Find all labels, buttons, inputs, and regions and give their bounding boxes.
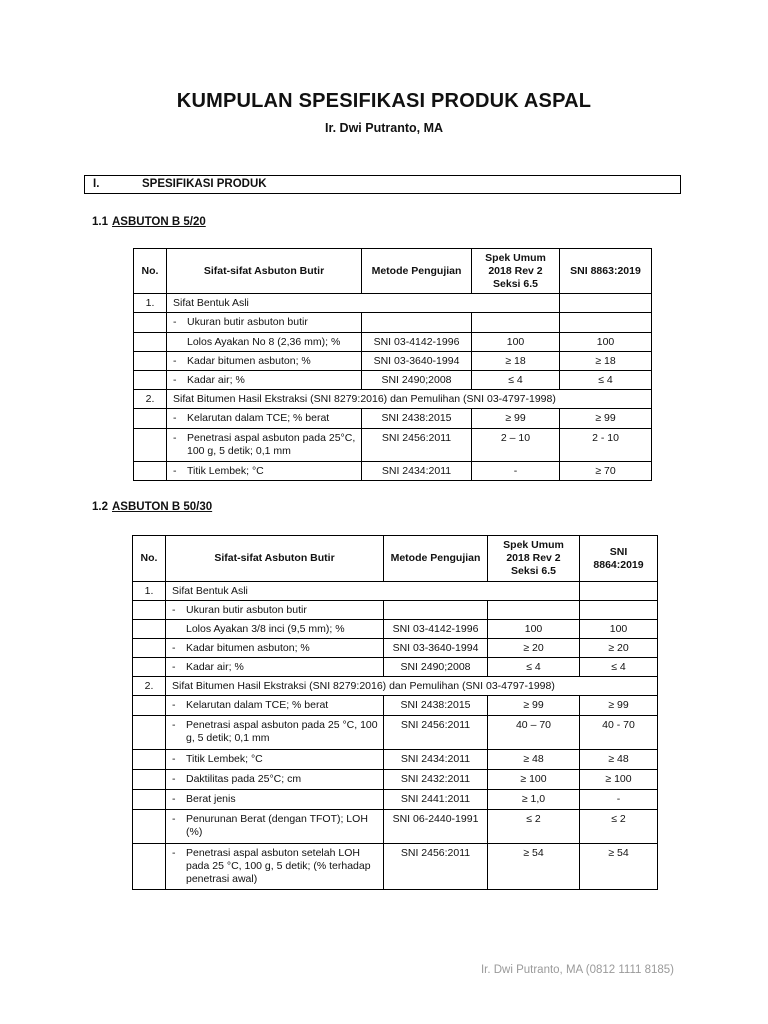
spec-table-asbuton-b-50-30 bbox=[132, 535, 658, 890]
property-cell: - Kadar bitumen asbuton; % bbox=[166, 639, 384, 658]
spek-cell: ≤ 4 bbox=[488, 658, 580, 677]
section-title: SPESIFIKASI PRODUK bbox=[142, 178, 267, 190]
sni-cell: ≤ 4 bbox=[560, 371, 652, 390]
property-cell: - Daktilitas pada 25°C; cm bbox=[166, 770, 384, 790]
method-cell: SNI 2490;2008 bbox=[384, 658, 488, 677]
property-cell: - Penetrasi aspal asbuton setelah LOH pada 25 °C, 100 g, 5 detik; (% terhadap penetrasi awal) bbox=[166, 844, 384, 890]
table-row bbox=[133, 620, 658, 639]
sni-cell: ≥ 100 bbox=[580, 770, 658, 790]
sni-cell: ≥ 20 bbox=[580, 639, 658, 658]
method-cell: SNI 2438:2015 bbox=[384, 696, 488, 716]
sni-cell: ≥ 48 bbox=[580, 750, 658, 770]
table-row bbox=[134, 313, 652, 333]
section-heading-box bbox=[84, 175, 681, 194]
footer-contact: Ir. Dwi Putranto, MA (0812 1111 8185) bbox=[480, 964, 674, 976]
table-row bbox=[134, 462, 652, 481]
group-row bbox=[134, 294, 652, 313]
property-cell: Lolos Ayakan No 8 (2,36 mm); % bbox=[167, 333, 362, 352]
spek-cell: 100 bbox=[472, 333, 560, 352]
table-row bbox=[134, 429, 652, 462]
sni-cell: ≥ 70 bbox=[560, 462, 652, 481]
sni-cell: ≥ 99 bbox=[580, 696, 658, 716]
spek-cell: ≥ 100 bbox=[488, 770, 580, 790]
section-number: I. bbox=[93, 178, 100, 190]
property-cell: - Titik Lembek; °C bbox=[167, 462, 362, 481]
method-cell: SNI 03-3640-1994 bbox=[362, 352, 472, 371]
sni-cell: ≥ 99 bbox=[560, 409, 652, 429]
header-method: Metode Pengujian bbox=[362, 249, 472, 294]
group-number: 2. bbox=[134, 390, 167, 409]
sni-cell: 100 bbox=[560, 333, 652, 352]
property-cell: - Kadar air; % bbox=[166, 658, 384, 677]
table-row bbox=[134, 371, 652, 390]
property-cell: - Kelarutan dalam TCE; % berat bbox=[167, 409, 362, 429]
method-cell: SNI 2490;2008 bbox=[362, 371, 472, 390]
document-title: KUMPULAN SPESIFIKASI PRODUK ASPAL bbox=[176, 90, 592, 112]
method-cell: SNI 2432:2011 bbox=[384, 770, 488, 790]
document-author: Ir. Dwi Putranto, MA bbox=[324, 121, 444, 135]
property-cell: - Titik Lembek; °C bbox=[166, 750, 384, 770]
empty-cell bbox=[560, 294, 652, 313]
header-property: Sifat-sifat Asbuton Butir bbox=[167, 249, 362, 294]
method-cell: SNI 2434:2011 bbox=[384, 750, 488, 770]
property-cell: - Kelarutan dalam TCE; % berat bbox=[166, 696, 384, 716]
spek-cell: 40 – 70 bbox=[488, 716, 580, 750]
group-title: Sifat Bentuk Asli bbox=[167, 294, 560, 313]
method-cell: SNI 2438:2015 bbox=[362, 409, 472, 429]
method-cell: SNI 2456:2011 bbox=[384, 844, 488, 890]
header-spek-umum: Spek Umum 2018 Rev 2 Seksi 6.5 bbox=[472, 249, 560, 294]
method-cell: SNI 06-2440-1991 bbox=[384, 810, 488, 844]
sni-cell: ≤ 2 bbox=[580, 810, 658, 844]
method-cell: SNI 2456:2011 bbox=[384, 716, 488, 750]
sni-cell: 100 bbox=[580, 620, 658, 639]
spek-cell: ≥ 99 bbox=[488, 696, 580, 716]
spek-cell: ≥ 18 bbox=[472, 352, 560, 371]
subsection-name: ASBUTON B 5/20 bbox=[112, 216, 206, 228]
property-cell: Lolos Ayakan 3/8 inci (9,5 mm); % bbox=[166, 620, 384, 639]
group-title: Sifat Bitumen Hasil Ekstraksi (SNI 8279:2016) dan Pemulihan (SNI 03-4797-1998) bbox=[167, 390, 652, 409]
table-row bbox=[134, 352, 652, 371]
header-no: No. bbox=[134, 249, 167, 294]
table-row bbox=[133, 770, 658, 790]
header-method: Metode Pengujian bbox=[384, 536, 488, 582]
method-cell: SNI 2434:2011 bbox=[362, 462, 472, 481]
header-sni: SNI 8864:2019 bbox=[580, 536, 658, 582]
property-cell: - Berat jenis bbox=[166, 790, 384, 810]
table-row bbox=[133, 750, 658, 770]
empty-cell bbox=[580, 582, 658, 601]
property-cell: - Ukuran butir asbuton butir bbox=[167, 313, 362, 333]
subsection-number: 1.1 bbox=[92, 216, 108, 228]
table-row bbox=[133, 696, 658, 716]
subsection-heading-2 bbox=[92, 501, 212, 513]
sni-cell: - bbox=[580, 790, 658, 810]
table-row bbox=[133, 790, 658, 810]
spek-cell: 100 bbox=[488, 620, 580, 639]
sni-cell: ≥ 54 bbox=[580, 844, 658, 890]
subsection-heading-1 bbox=[92, 216, 206, 228]
subsection-number: 1.2 bbox=[92, 501, 108, 513]
method-cell: SNI 03-4142-1996 bbox=[362, 333, 472, 352]
spek-cell: ≤ 2 bbox=[488, 810, 580, 844]
sni-cell: ≥ 18 bbox=[560, 352, 652, 371]
header-spek-umum: Spek Umum 2018 Rev 2 Seksi 6.5 bbox=[488, 536, 580, 582]
spek-cell: ≤ 4 bbox=[472, 371, 560, 390]
subsection-name: ASBUTON B 50/30 bbox=[112, 501, 213, 513]
group-row bbox=[134, 390, 652, 409]
table-row bbox=[133, 716, 658, 750]
property-cell: - Penurunan Berat (dengan TFOT); LOH (%) bbox=[166, 810, 384, 844]
property-cell: - Kadar bitumen asbuton; % bbox=[167, 352, 362, 371]
group-number: 2. bbox=[133, 677, 166, 696]
table-row bbox=[133, 810, 658, 844]
spek-cell: ≥ 54 bbox=[488, 844, 580, 890]
table-row bbox=[133, 658, 658, 677]
spek-cell: - bbox=[472, 462, 560, 481]
method-cell: SNI 03-4142-1996 bbox=[384, 620, 488, 639]
group-number: 1. bbox=[134, 294, 167, 313]
table-row bbox=[134, 409, 652, 429]
header-no: No. bbox=[133, 536, 166, 582]
property-cell: - Kadar air; % bbox=[167, 371, 362, 390]
table-header-row bbox=[134, 249, 652, 294]
method-cell: SNI 2441:2011 bbox=[384, 790, 488, 810]
table-row bbox=[133, 639, 658, 658]
spek-cell: ≥ 99 bbox=[472, 409, 560, 429]
table-row bbox=[134, 333, 652, 352]
group-row bbox=[133, 677, 658, 696]
spec-table-asbuton-b-5-20 bbox=[133, 248, 652, 481]
table-row bbox=[133, 601, 658, 620]
group-title: Sifat Bitumen Hasil Ekstraksi (SNI 8279:2016) dan Pemulihan (SNI 03-4797-1998) bbox=[166, 677, 658, 696]
spek-cell: ≥ 48 bbox=[488, 750, 580, 770]
sni-cell: ≤ 4 bbox=[580, 658, 658, 677]
property-cell: - Penetrasi aspal asbuton pada 25 °C, 100 g, 5 detik; 0,1 mm bbox=[166, 716, 384, 750]
spek-cell: ≥ 1,0 bbox=[488, 790, 580, 810]
table-header-row bbox=[133, 536, 658, 582]
spek-cell: 2 – 10 bbox=[472, 429, 560, 462]
sni-cell: 40 - 70 bbox=[580, 716, 658, 750]
group-number: 1. bbox=[133, 582, 166, 601]
header-sni: SNI 8863:2019 bbox=[560, 249, 652, 294]
group-title: Sifat Bentuk Asli bbox=[166, 582, 580, 601]
property-cell: - Ukuran butir asbuton butir bbox=[166, 601, 384, 620]
method-cell: SNI 03-3640-1994 bbox=[384, 639, 488, 658]
group-row bbox=[133, 582, 658, 601]
method-cell: SNI 2456:2011 bbox=[362, 429, 472, 462]
table-row bbox=[133, 844, 658, 890]
spek-cell: ≥ 20 bbox=[488, 639, 580, 658]
sni-cell: 2 - 10 bbox=[560, 429, 652, 462]
property-cell: - Penetrasi aspal asbuton pada 25°C, 100 g, 5 detik; 0,1 mm bbox=[167, 429, 362, 462]
header-property: Sifat-sifat Asbuton Butir bbox=[166, 536, 384, 582]
